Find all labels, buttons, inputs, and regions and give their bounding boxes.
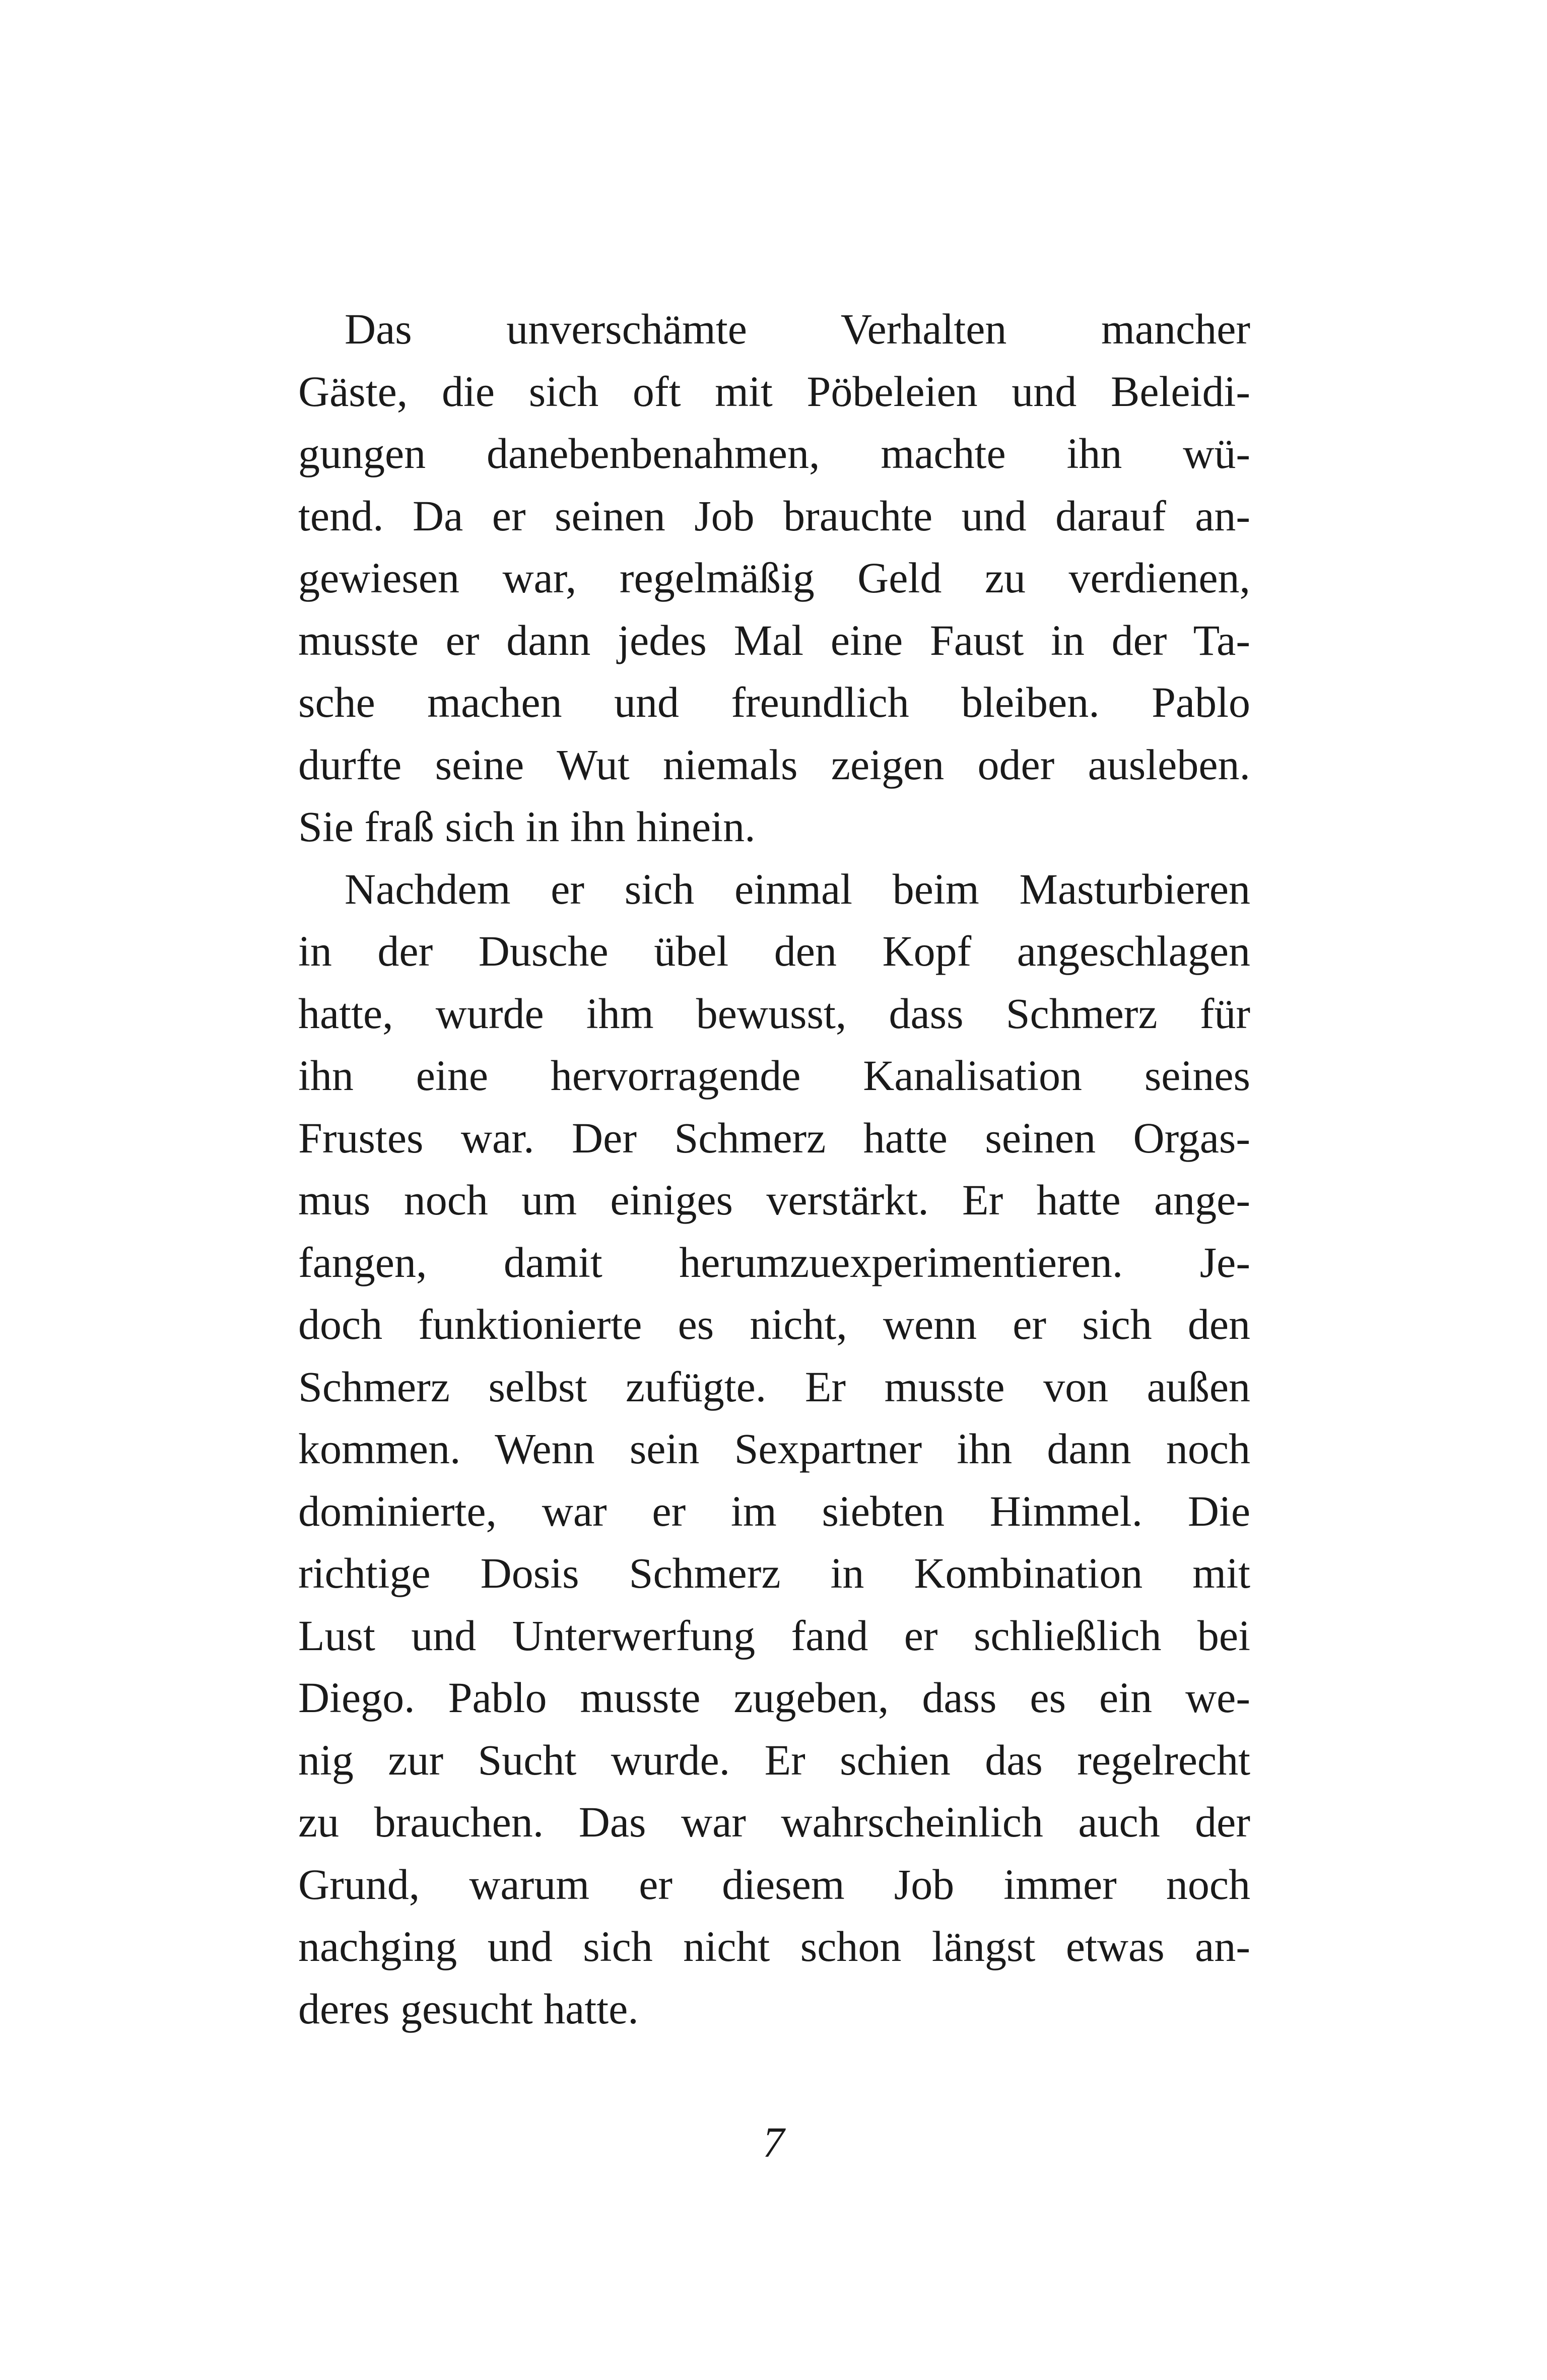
- text-line: Lust und Unterwerfung fand er schließlich bei: [298, 1611, 1250, 1660]
- text-line: richtige Dosis Schmerz in Kombination mit: [298, 1549, 1250, 1597]
- text-line: musste er dann jedes Mal eine Faust in der Ta-: [298, 616, 1250, 664]
- paragraph-2: [298, 858, 1250, 2041]
- text-line: gewiesen war, regelmäßig Geld zu verdienen,: [298, 554, 1250, 602]
- text-line: doch funktionierte es nicht, wenn er sich den: [298, 1300, 1250, 1348]
- text-line: Sie fraß sich in ihn hinein.: [298, 802, 756, 851]
- text-line: sche machen und freundlich bleiben. Pablo: [298, 678, 1250, 726]
- page-number: 7: [763, 2118, 784, 2166]
- text-line: Gäste, die sich oft mit Pöbeleien und Beleidi-: [298, 367, 1250, 416]
- text-line: Das unverschämte Verhalten mancher: [345, 305, 1250, 353]
- paragraph-1: [298, 298, 1250, 858]
- text-line: nig zur Sucht wurde. Er schien das regelrecht: [298, 1735, 1250, 1784]
- text-line: Grund, warum er diesem Job immer noch: [298, 1860, 1250, 1909]
- text-line: deres gesucht hatte.: [298, 1984, 639, 2033]
- text-line: ihn eine hervorragende Kanalisation seines: [298, 1051, 1250, 1100]
- text-line: in der Dusche übel den Kopf angeschlagen: [298, 927, 1250, 975]
- text-line: tend. Da er seinen Job brauchte und darauf an-: [298, 491, 1250, 540]
- text-line: zu brauchen. Das war wahrscheinlich auch der: [298, 1798, 1250, 1846]
- text-line: fangen, damit herumzuexperimentieren. Je-: [298, 1238, 1250, 1286]
- body-text: [298, 298, 1250, 2040]
- text-line: mus noch um einiges verstärkt. Er hatte ange-: [298, 1176, 1250, 1224]
- text-line: durfte seine Wut niemals zeigen oder ausleben.: [298, 740, 1250, 789]
- text-line: gungen danebenbenahmen, machte ihn wü-: [298, 429, 1250, 478]
- text-line: kommen. Wenn sein Sexpartner ihn dann noch: [298, 1424, 1250, 1473]
- text-line: Diego. Pablo musste zugeben, dass es ein we-: [298, 1673, 1250, 1722]
- text-line: dominierte, war er im siebten Himmel. Die: [298, 1486, 1250, 1535]
- text-line: Frustes war. Der Schmerz hatte seinen Orgas-: [298, 1113, 1250, 1162]
- text-line: hatte, wurde ihm bewusst, dass Schmerz für: [298, 989, 1250, 1038]
- text-line: nachging und sich nicht schon längst etwas an-: [298, 1922, 1250, 1970]
- text-line: Schmerz selbst zufügte. Er musste von außen: [298, 1362, 1250, 1411]
- text-line: Nachdem er sich einmal beim Masturbieren: [345, 864, 1250, 913]
